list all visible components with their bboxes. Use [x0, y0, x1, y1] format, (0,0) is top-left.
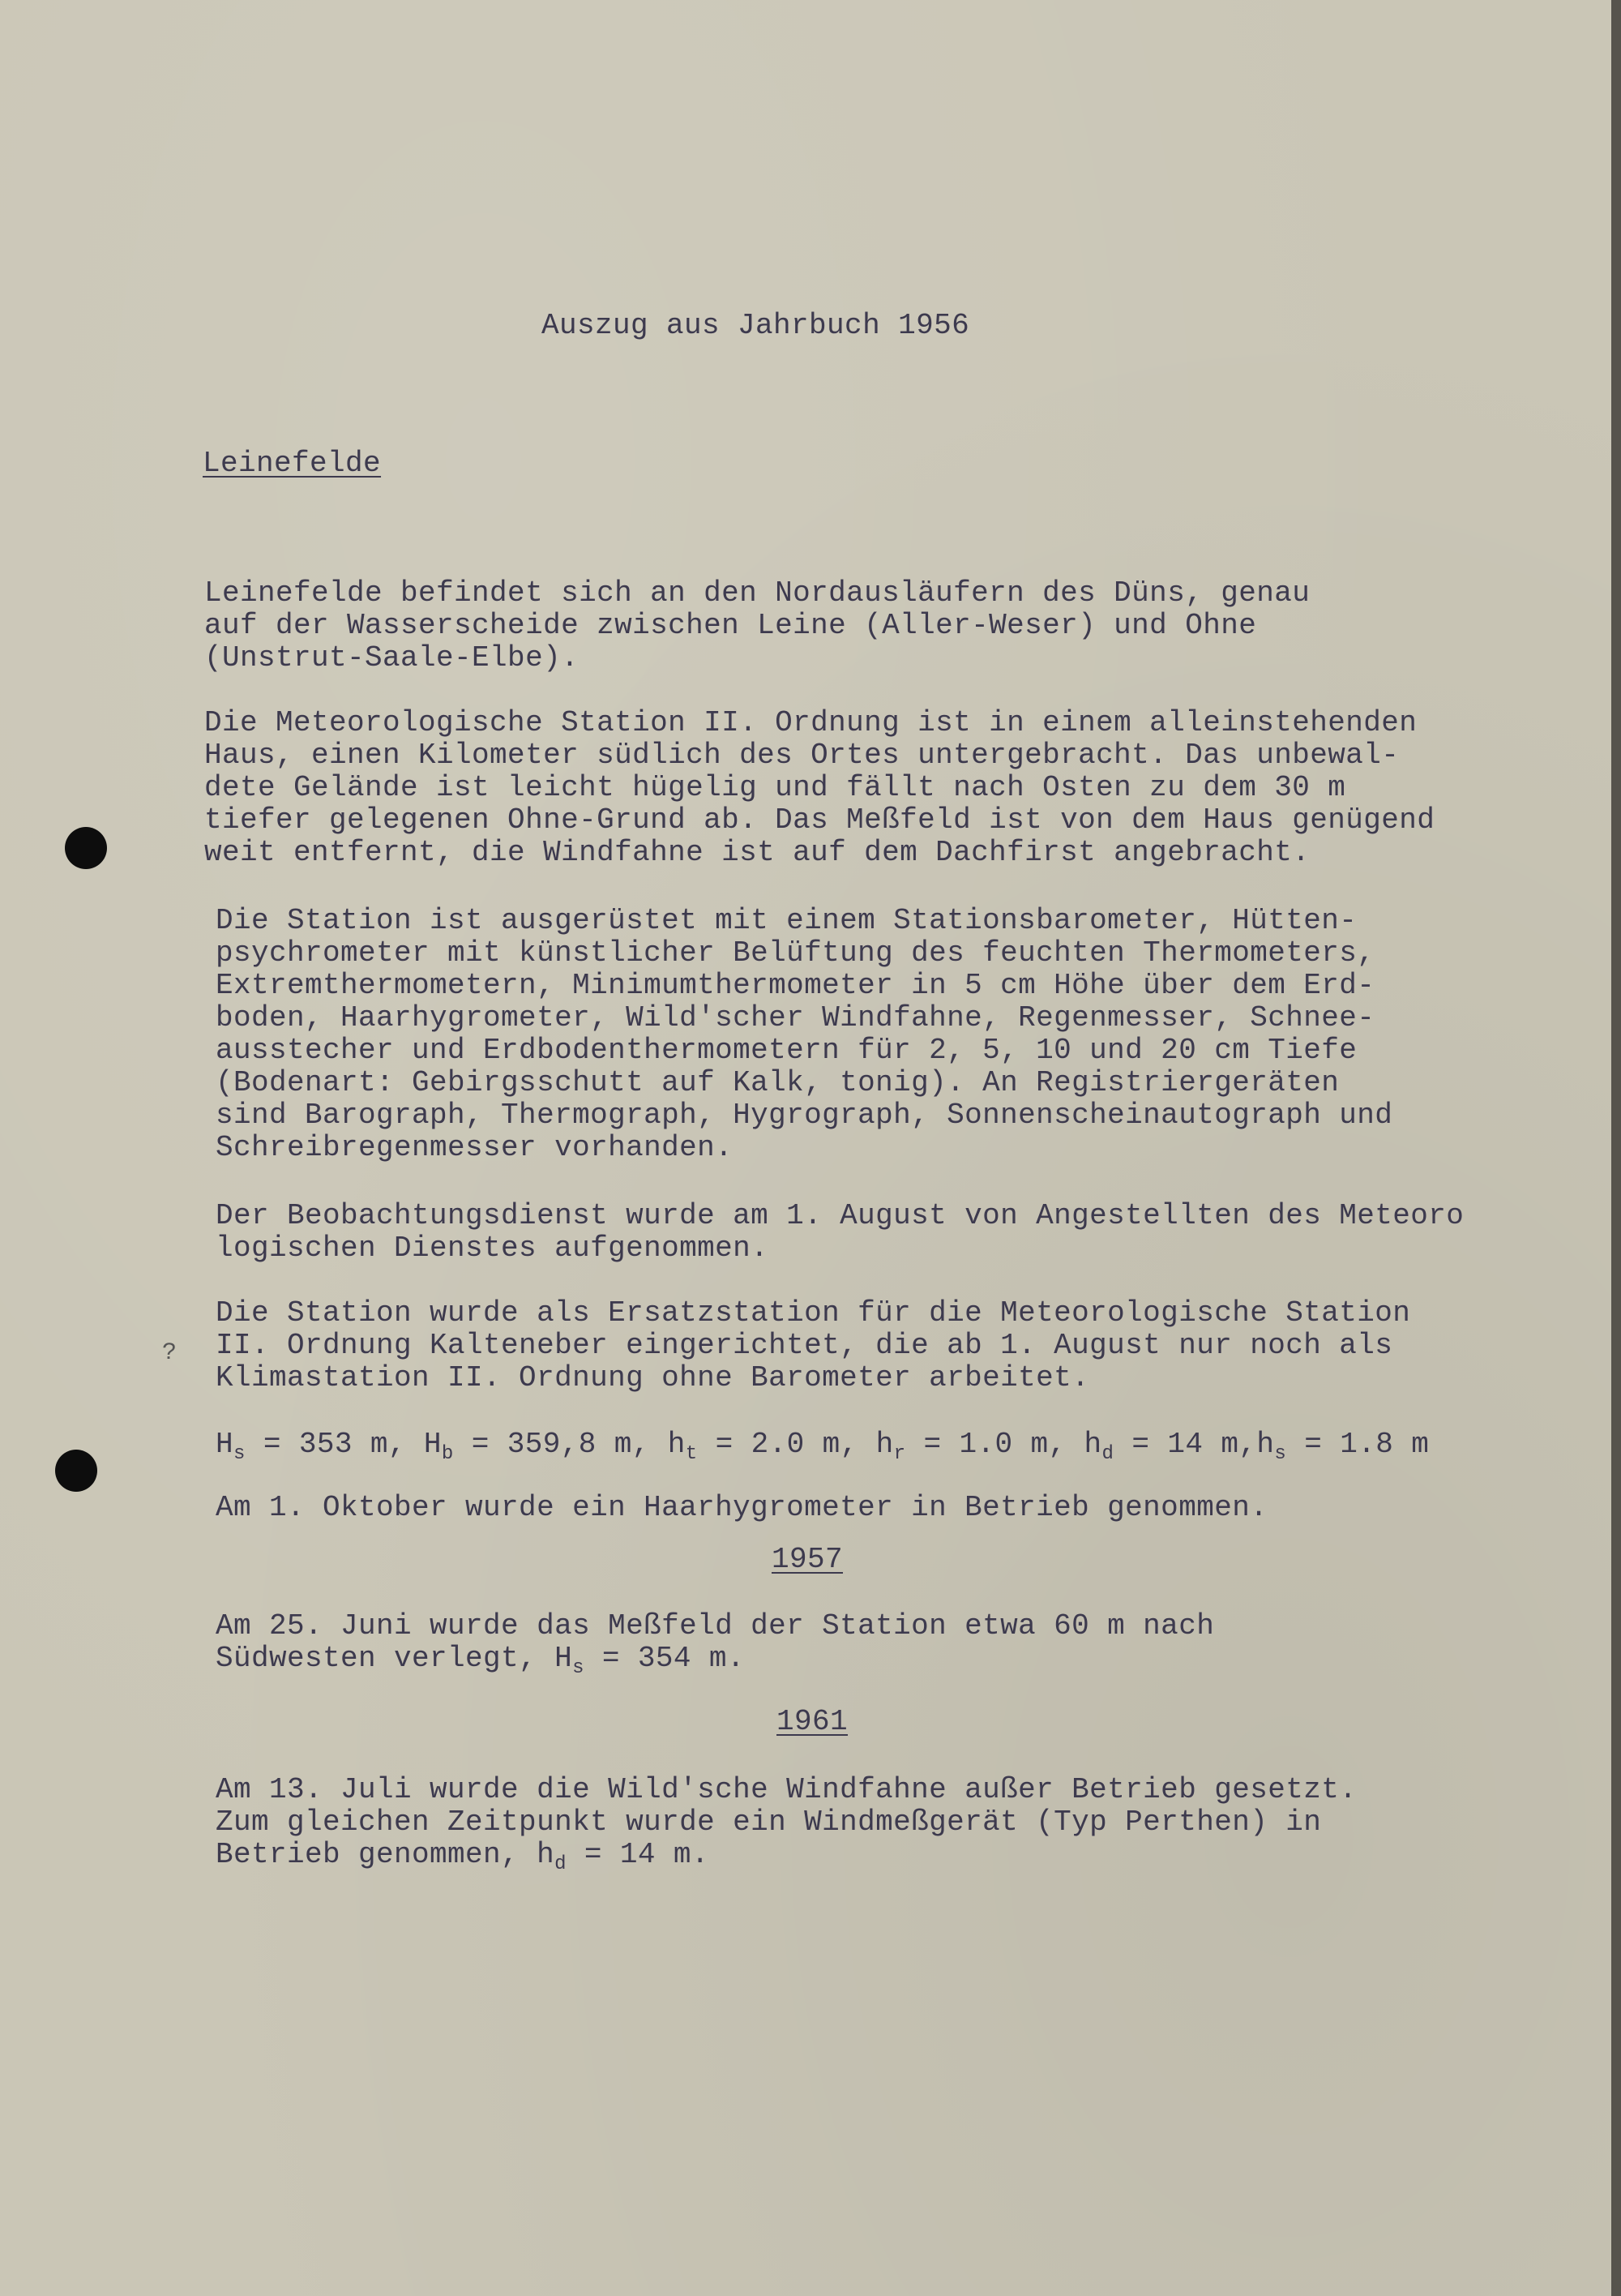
paragraph-line: logischen Dienstes aufgenommen.: [216, 1232, 769, 1265]
year-heading-1961: 1961: [776, 1705, 849, 1738]
margin-question-mark: ?: [162, 1339, 177, 1367]
paragraph-line: Die Station wurde als Ersatzstation für die Meteorologische Station: [216, 1296, 1411, 1330]
symbol-hd: h: [1084, 1428, 1102, 1461]
paragraph-line: Leinefelde befindet sich an den Nordausläufern des Düns, genau: [204, 576, 1311, 610]
paragraph-line: (Bodenart: Gebirgsschutt auf Kalk, tonig). An Registriergeräten: [216, 1066, 1340, 1099]
paragraph-line: Haus, einen Kilometer südlich des Ortes untergebracht. Das unbewal-: [204, 739, 1400, 772]
paragraph-line: boden, Haarhygrometer, Wild'scher Windfahne, Regenmesser, Schnee-: [216, 1001, 1375, 1034]
paragraph-line: sind Barograph, Thermograph, Hygrograph, Sonnenscheinautograph und: [216, 1099, 1393, 1132]
paragraph-line: weit entfernt, die Windfahne ist auf dem Dachfirst angebracht.: [204, 836, 1311, 869]
scan-edge: [1611, 0, 1621, 2296]
paragraph-line: Schreibregenmesser vorhanden.: [216, 1131, 734, 1164]
symbol-ht: h: [667, 1428, 686, 1461]
symbol-Hb: H: [423, 1428, 442, 1461]
paragraph-line: Am 25. Juni wurde das Meßfeld der Station etwa 60 m nach: [216, 1609, 1215, 1643]
paragraph-line: Zum gleichen Zeitpunkt wurde ein Windmeßgerät (Typ Perthen) in: [216, 1806, 1322, 1839]
paragraph-line: Südwesten verlegt, $H_s = 354$ m.: [216, 1642, 745, 1679]
paragraph-line: Betrieb genommen, $h_d = 14$ m.: [216, 1838, 709, 1875]
oktober-line: Am 1. Oktober wurde ein Haarhygrometer in Betrieb genommen.: [216, 1491, 1268, 1524]
paragraph-line: tiefer gelegenen Ohne-Grund ab. Das Meßfeld ist von dem Haus genügend: [204, 803, 1435, 837]
year-heading-1957: 1957: [772, 1543, 844, 1576]
symbol-hr: h: [875, 1428, 894, 1461]
document-title: Auszug aus Jahrbuch 1956: [541, 309, 970, 342]
paragraph-line: II. Ordnung Kalteneber eingerichtet, die ab 1. August nur noch als: [216, 1329, 1393, 1362]
symbol-hd: h: [537, 1838, 555, 1871]
punch-hole-upper: [65, 827, 107, 869]
heights-line: $H_s = 353$ m, $H_b = 359,8$ m, $h_t = 2.0$ m, $h_r = 1.0$ m, $h_d = 14$ $m,h_s = 1.8$ m: [216, 1428, 1430, 1465]
paragraph-line: Der Beobachtungsdienst wurde am 1. August von Angestellten des Meteoro: [216, 1199, 1465, 1232]
symbol-hs: h: [1256, 1428, 1275, 1461]
paragraph-line: Die Meteorologische Station II. Ordnung ist in einem alleinstehenden: [204, 706, 1418, 739]
paragraph-line: Die Station ist ausgerüstet mit einem Stationsbarometer, Hütten-: [216, 904, 1358, 937]
symbol-Hs: H: [216, 1428, 234, 1461]
paragraph-line: Am 13. Juli wurde die Wild'sche Windfahne außer Betrieb gesetzt.: [216, 1773, 1358, 1806]
symbol-Hs: H: [554, 1642, 573, 1675]
station-heading: Leinefelde: [203, 447, 382, 480]
paragraph-line: (Unstrut-Saale-Elbe).: [204, 641, 580, 675]
paragraph-line: ausstecher und Erdbodenthermometern für 2, 5, 10 und 20 cm Tiefe: [216, 1034, 1358, 1067]
paragraph-line: psychrometer mit künstlicher Belüftung des feuchten Thermometers,: [216, 936, 1375, 970]
paragraph-line: auf der Wasserscheide zwischen Leine (Aller-Weser) und Ohne: [204, 609, 1257, 642]
paragraph-line: Extremthermometern, Minimumthermometer in 5 cm Höhe über dem Erd-: [216, 969, 1375, 1002]
punch-hole-lower: [55, 1450, 97, 1492]
paragraph-line: Klimastation II. Ordnung ohne Barometer arbeitet.: [216, 1361, 1090, 1394]
paragraph-line: dete Gelände ist leicht hügelig und fällt nach Osten zu dem 30 m: [204, 771, 1346, 804]
